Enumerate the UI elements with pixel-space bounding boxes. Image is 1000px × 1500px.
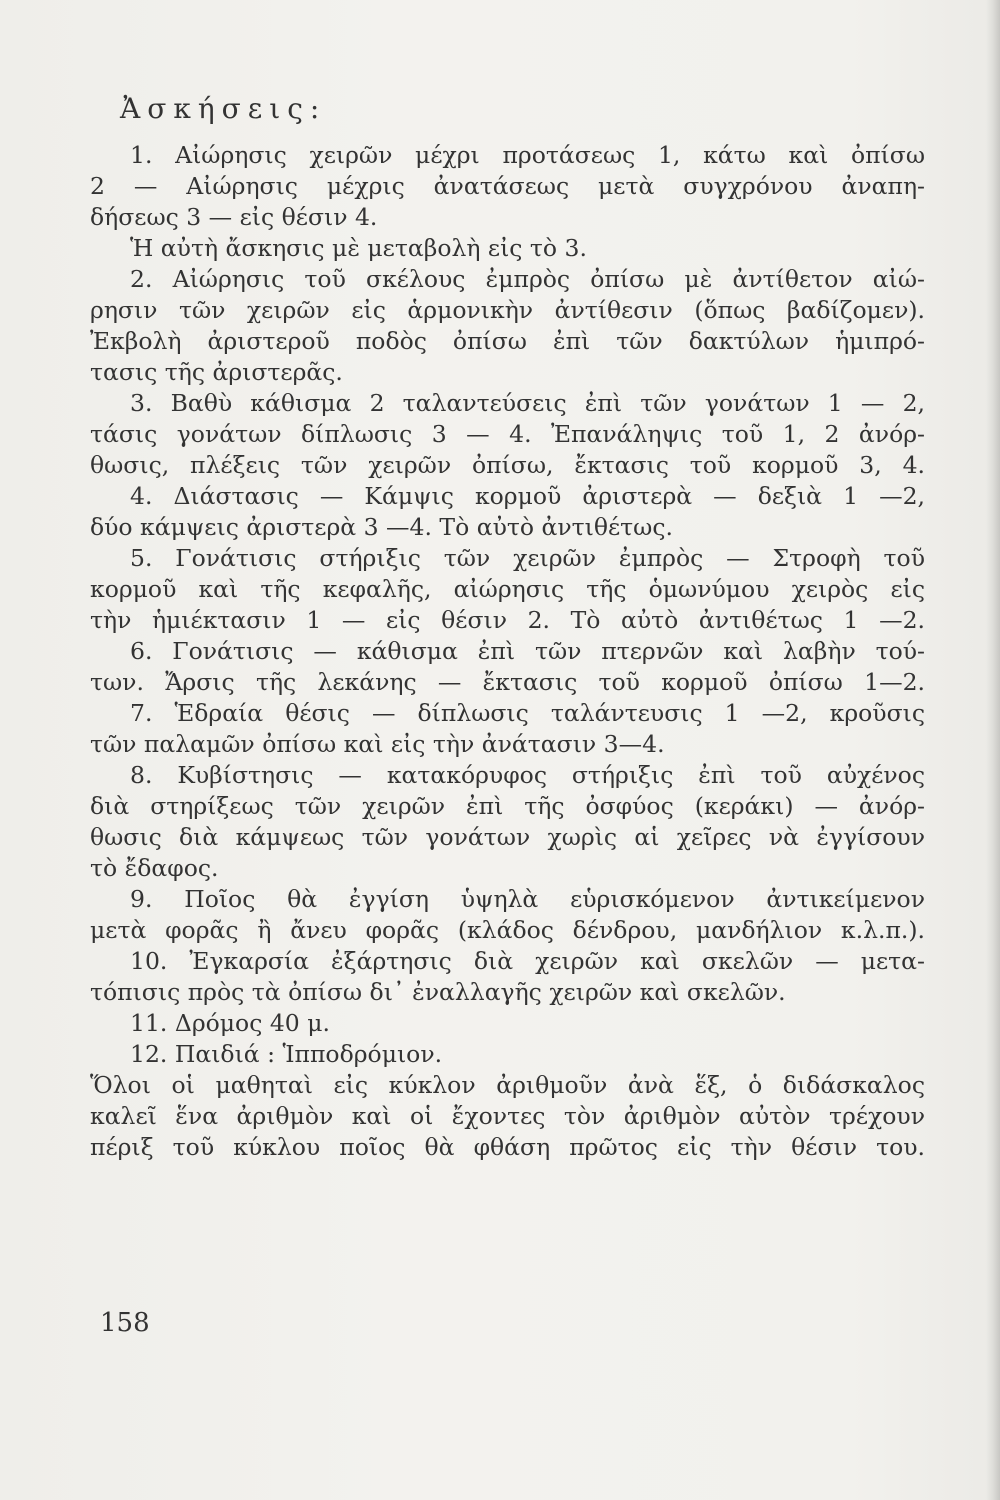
text-line: 5. Γονάτισις στήριξις τῶν χειρῶν ἐμπρὸς — Στροφὴ τοῦ bbox=[130, 544, 925, 572]
text-line: τόπισις πρὸς τὰ ὀπίσω δι᾽ ἐναλλαγῆς χειρῶν καὶ σκελῶν. bbox=[90, 978, 786, 1006]
text-line: 8. Κυβίστησις — κατακόρυφος στήριξις ἐπὶ τοῦ αὐχένος bbox=[130, 761, 925, 789]
text-line: δήσεως 3 — εἰς θέσιν 4. bbox=[90, 203, 378, 231]
text-line: 1. Αἰώρησις χειρῶν μέχρι προτάσεως 1, κάτω καὶ ὀπίσω bbox=[130, 141, 925, 169]
text-line: καλεῖ ἕνα ἀριθμὸν καὶ οἱ ἔχοντες τὸν ἀριθμὸν αὐτὸν τρέχουν bbox=[90, 1102, 925, 1130]
text-line: των. Ἄρσις τῆς λεκάνης — ἔκτασις τοῦ κορμοῦ ὀπίσω 1—2. bbox=[90, 668, 925, 696]
text-line: δύο κάμψεις ἀριστερὰ 3 —4. Τὸ αὐτὸ ἀντιθέτως. bbox=[90, 513, 673, 541]
text-line: τῶν παλαμῶν ὀπίσω καὶ εἰς τὴν ἀνάτασιν 3—4. bbox=[90, 730, 665, 758]
text-line: 2. Αἰώρησις τοῦ σκέλους ἐμπρὸς ὀπίσω μὲ ἀντίθετον αἰώ- bbox=[130, 265, 925, 293]
text-line: τασις τῆς ἀριστερᾶς. bbox=[90, 358, 343, 386]
text-line: θωσις, πλέξεις τῶν χειρῶν ὀπίσω, ἔκτασις τοῦ κορμοῦ 3, 4. bbox=[90, 451, 925, 479]
text-line: 11. Δρόμος 40 μ. bbox=[130, 1009, 330, 1037]
text-line: 9. Ποῖος θὰ ἐγγίση ὑψηλὰ εὑρισκόμενον ἀντικείμενον bbox=[130, 885, 925, 913]
exercise-list bbox=[90, 140, 925, 1163]
text-line: τὸ ἔδαφος. bbox=[90, 854, 219, 882]
text-line: τὴν ἡμιέκτασιν 1 — εἰς θέσιν 2. Τὸ αὐτὸ ἀντιθέτως 1 —2. bbox=[90, 606, 925, 634]
text-line: Ἡ αὐτὴ ἄσκησις μὲ μεταβολὴ εἰς τὸ 3. bbox=[130, 234, 587, 262]
text-line: Ἐκβολὴ ἀριστεροῦ ποδὸς ὀπίσω ἐπὶ τῶν δακτύλων ἡμιπρό- bbox=[90, 327, 925, 355]
text-line: θωσις διὰ κάμψεως τῶν γονάτων χωρὶς αἱ χεῖρες νὰ ἐγγίσουν bbox=[90, 823, 925, 851]
text-line: κορμοῦ καὶ τῆς κεφαλῆς, αἰώρησις τῆς ὁμωνύμου χειρὸς εἰς bbox=[90, 575, 925, 603]
text-line: τάσις γονάτων δίπλωσις 3 — 4. Ἐπανάληψις τοῦ 1, 2 ἀνόρ- bbox=[90, 420, 925, 448]
page-edge-shadow bbox=[986, 0, 1000, 1500]
text-line: ρησιν τῶν χειρῶν εἰς ἁρμονικὴν ἀντίθεσιν (ὅπως βαδίζομεν). bbox=[90, 296, 925, 324]
text-line: 12. Παιδιά : Ἱπποδρόμιον. bbox=[130, 1040, 443, 1068]
page-number: 158 bbox=[100, 1308, 150, 1338]
text-line: διὰ στηρίξεως τῶν χειρῶν ἐπὶ τῆς ὀσφύος (κεράκι) — ἀνόρ- bbox=[90, 792, 925, 820]
exercises-heading: Ἀσκήσεις: bbox=[120, 92, 327, 125]
text-line: 6. Γονάτισις — κάθισμα ἐπὶ τῶν πτερνῶν καὶ λαβὴν τού- bbox=[130, 637, 925, 665]
text-line: 3. Βαθὺ κάθισμα 2 ταλαντεύσεις ἐπὶ τῶν γονάτων 1 — 2, bbox=[130, 389, 925, 417]
text-line: 2 — Αἰώρησις μέχρις ἀνατάσεως μετὰ συγχρόνου ἀναπη- bbox=[90, 172, 925, 200]
text-line: Ὅλοι οἱ μαθηταὶ εἰς κύκλον ἀριθμοῦν ἀνὰ ἕξ, ὁ διδάσκαλος bbox=[90, 1071, 925, 1099]
text-line: 4. Διάστασις — Κάμψις κορμοῦ ἀριστερὰ — δεξιὰ 1 —2, bbox=[130, 482, 925, 510]
text-line: πέριξ τοῦ κύκλου ποῖος θὰ φθάση πρῶτος εἰς τὴν θέσιν του. bbox=[90, 1133, 925, 1161]
text-line: 7. Ἑδραία θέσις — δίπλωσις ταλάντευσις 1 —2, κροῦσις bbox=[130, 699, 925, 727]
text-line: 10. Ἐγκαρσία ἐξάρτησις διὰ χειρῶν καὶ σκελῶν — μετα- bbox=[130, 947, 925, 975]
text-line: μετὰ φορᾶς ἢ ἄνευ φορᾶς (κλάδος δένδρου, μανδήλιον κ.λ.π.). bbox=[90, 916, 925, 944]
